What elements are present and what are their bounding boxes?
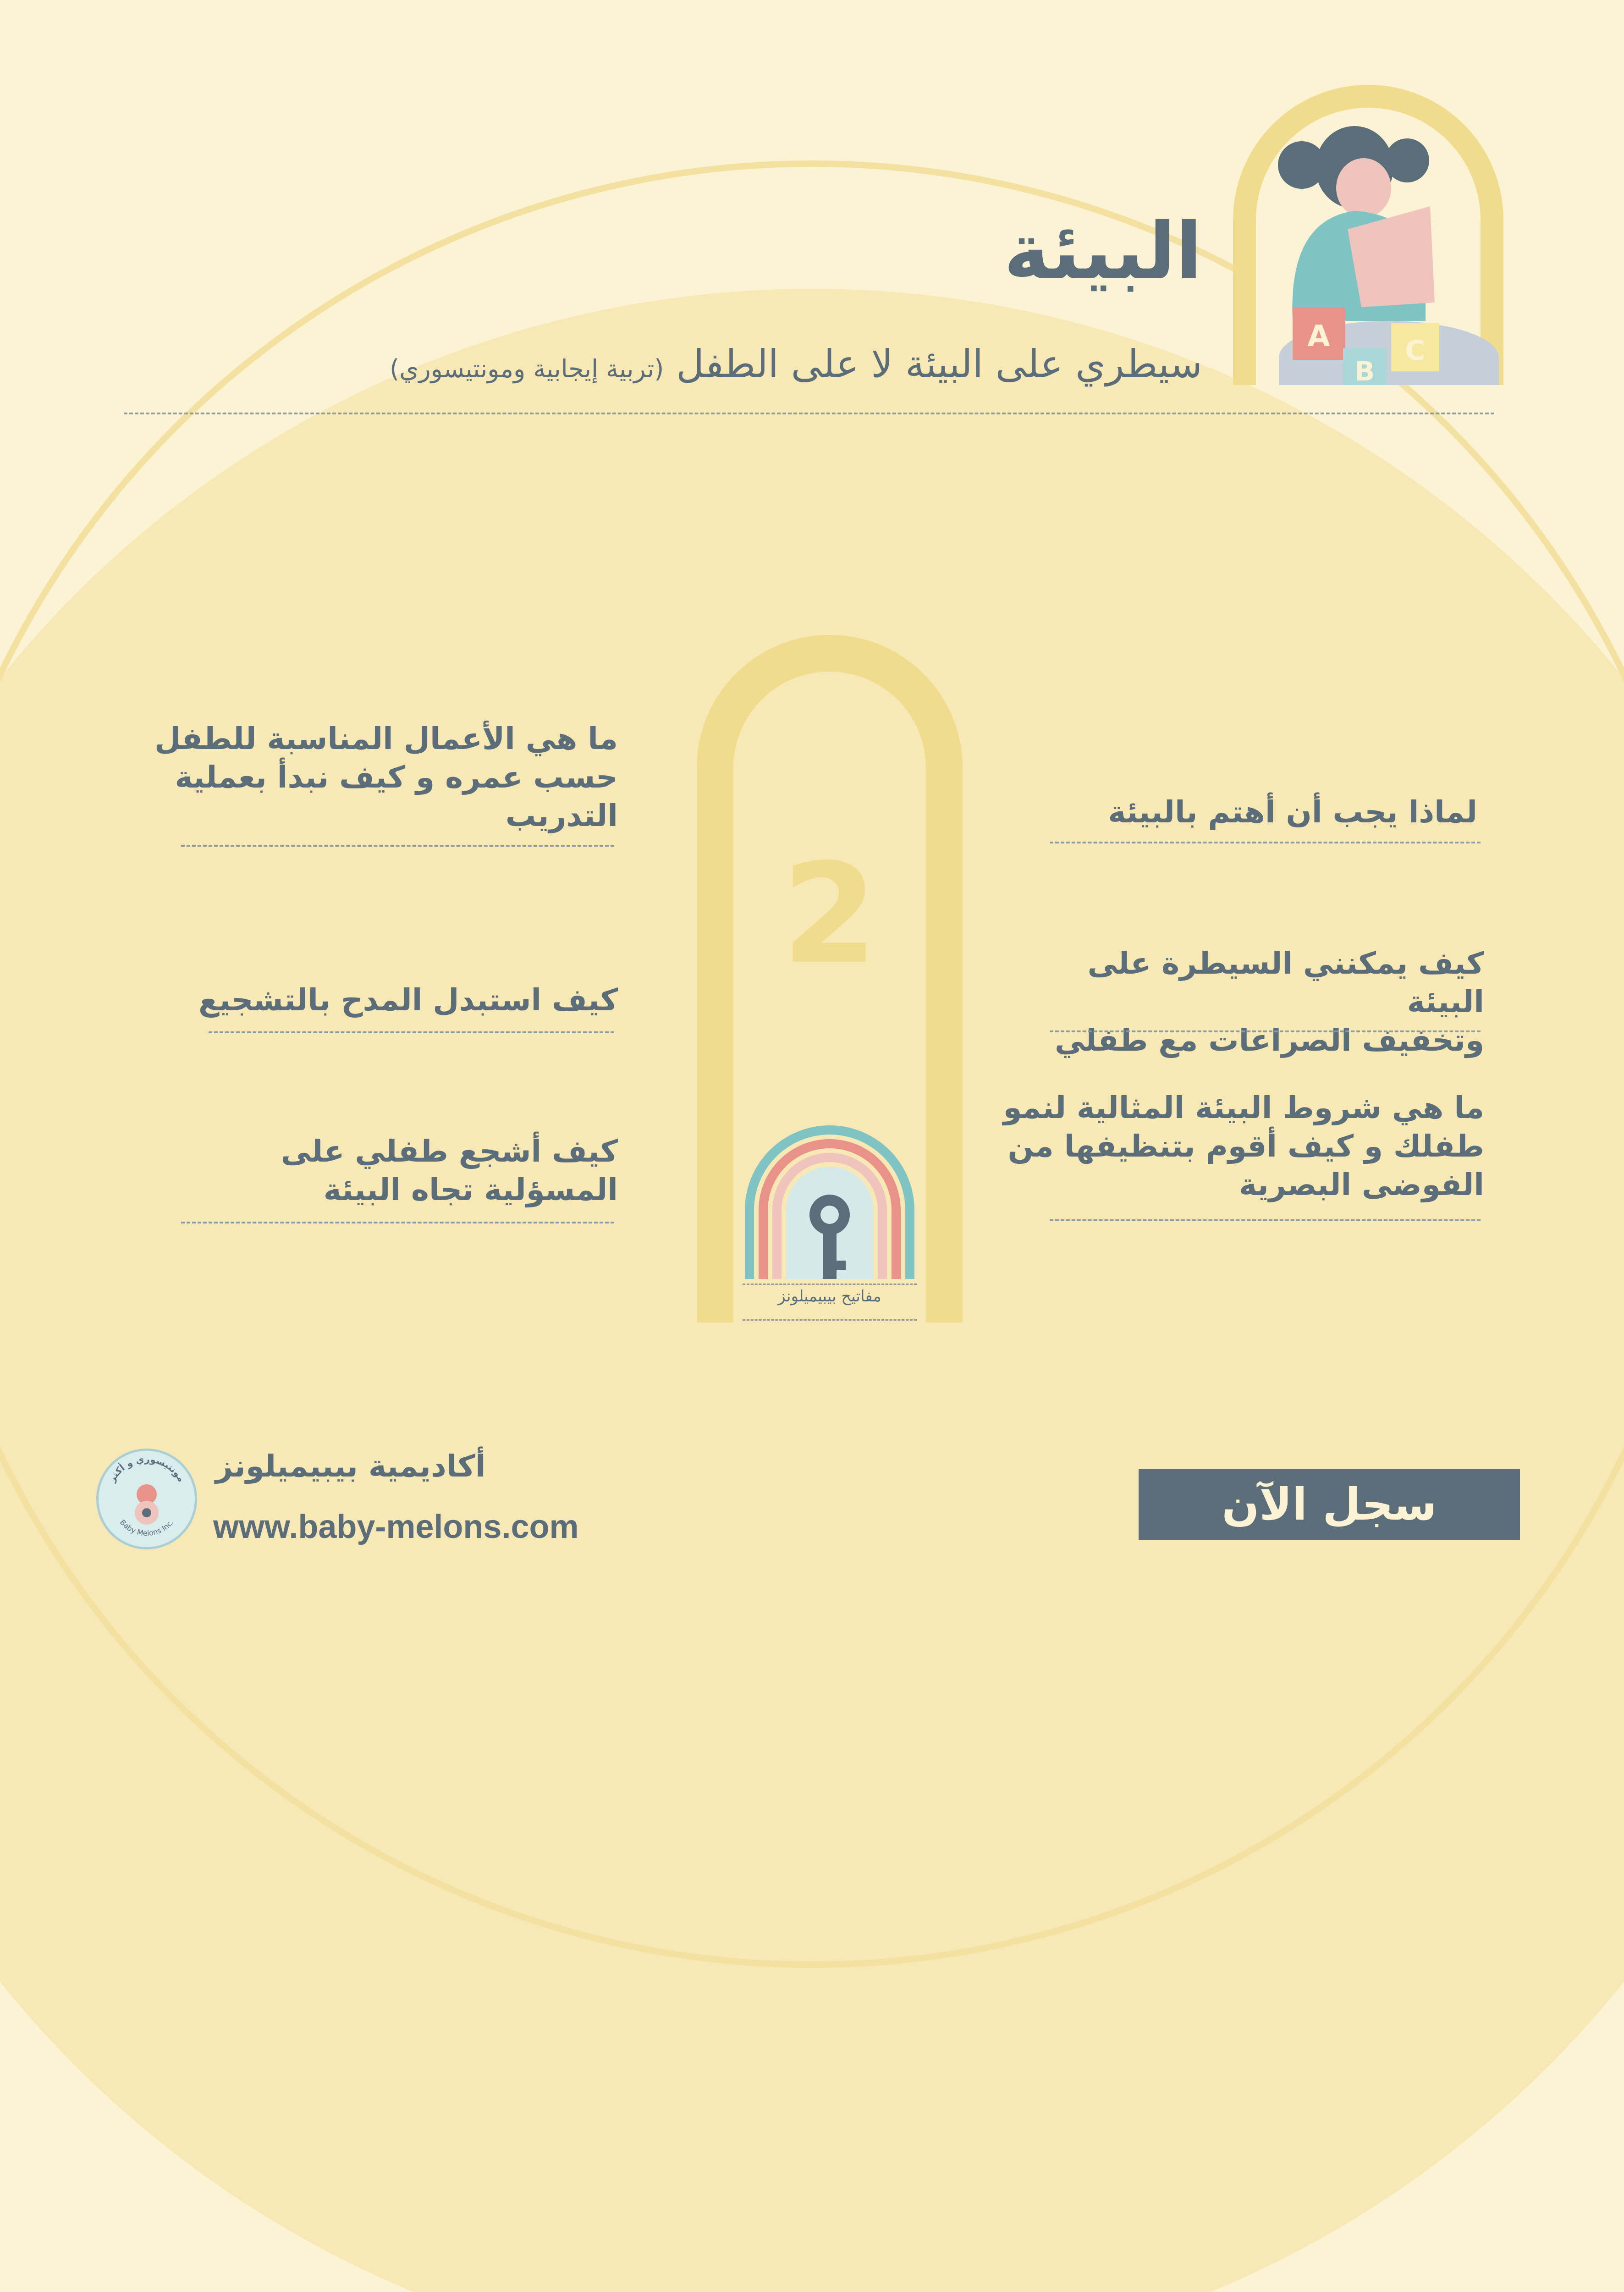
right-item-3: ما هي شروط البيئة المثالية لنمو طفلك و كيف أقوم بتنظيفها من الفوضى البصرية [1003,1090,1484,1202]
logo-divider-top [743,1284,917,1285]
right-item-2-divider [1050,1030,1481,1032]
girl-reading-illustration [1233,83,1503,385]
section-number: 2 [782,834,878,994]
left-item-1: ما هي الأعمال المناسبة للطفل حسب عمره و كيف نبدأ بعملية التدريب [154,721,618,833]
website-link[interactable]: www.baby-melons.com [213,1509,579,1545]
register-now-button[interactable]: سجل الآن [1139,1469,1520,1540]
block-a-label: A [1307,320,1330,353]
left-item-2: كيف استبدل المدح بالتشجيع [198,982,618,1018]
right-item-3-divider [1050,1219,1481,1221]
academy-name: أكاديمية بيبيميلونز [215,1449,486,1484]
left-item-2-divider [209,1031,614,1033]
right-item-1-divider [1050,842,1481,843]
badge-art [99,1451,195,1547]
logo-divider-bottom [743,1319,917,1321]
badge-brand: Baby Melons Inc. [118,1518,176,1538]
page-title: البيئة [1003,206,1202,297]
svg-text:مونتيسوري و أكثر [106,1454,187,1484]
rainbow-key-logo [743,1123,917,1279]
badge-text: مونتيسوري و أكثر [106,1453,187,1484]
block-b-label: B [1354,356,1375,385]
right-item-2: كيف يمكنني السيطرة على البيئة وتخفيف الصراعات مع طفلي [1055,946,1484,1058]
page-subtitle [390,342,1202,386]
left-item-1-divider [181,845,614,847]
keys-label: مفاتيح بيبيميلونز [778,1287,881,1306]
left-item-3: كيف أشجع طفلي على المسؤلية تجاه البيئة [281,1134,618,1207]
left-item-3-divider [181,1222,614,1223]
academy-badge-logo [96,1449,197,1549]
block-c-label: C [1404,335,1426,367]
right-item-1: لماذا يجب أن أهتم بالبيئة [1108,794,1477,830]
subtitle-main: سيطري على البيئة لا على الطفل [676,342,1202,386]
subtitle-parenthetical: (تربية إيجابية ومونتيسوري) [390,354,664,383]
header-divider [124,413,1494,414]
